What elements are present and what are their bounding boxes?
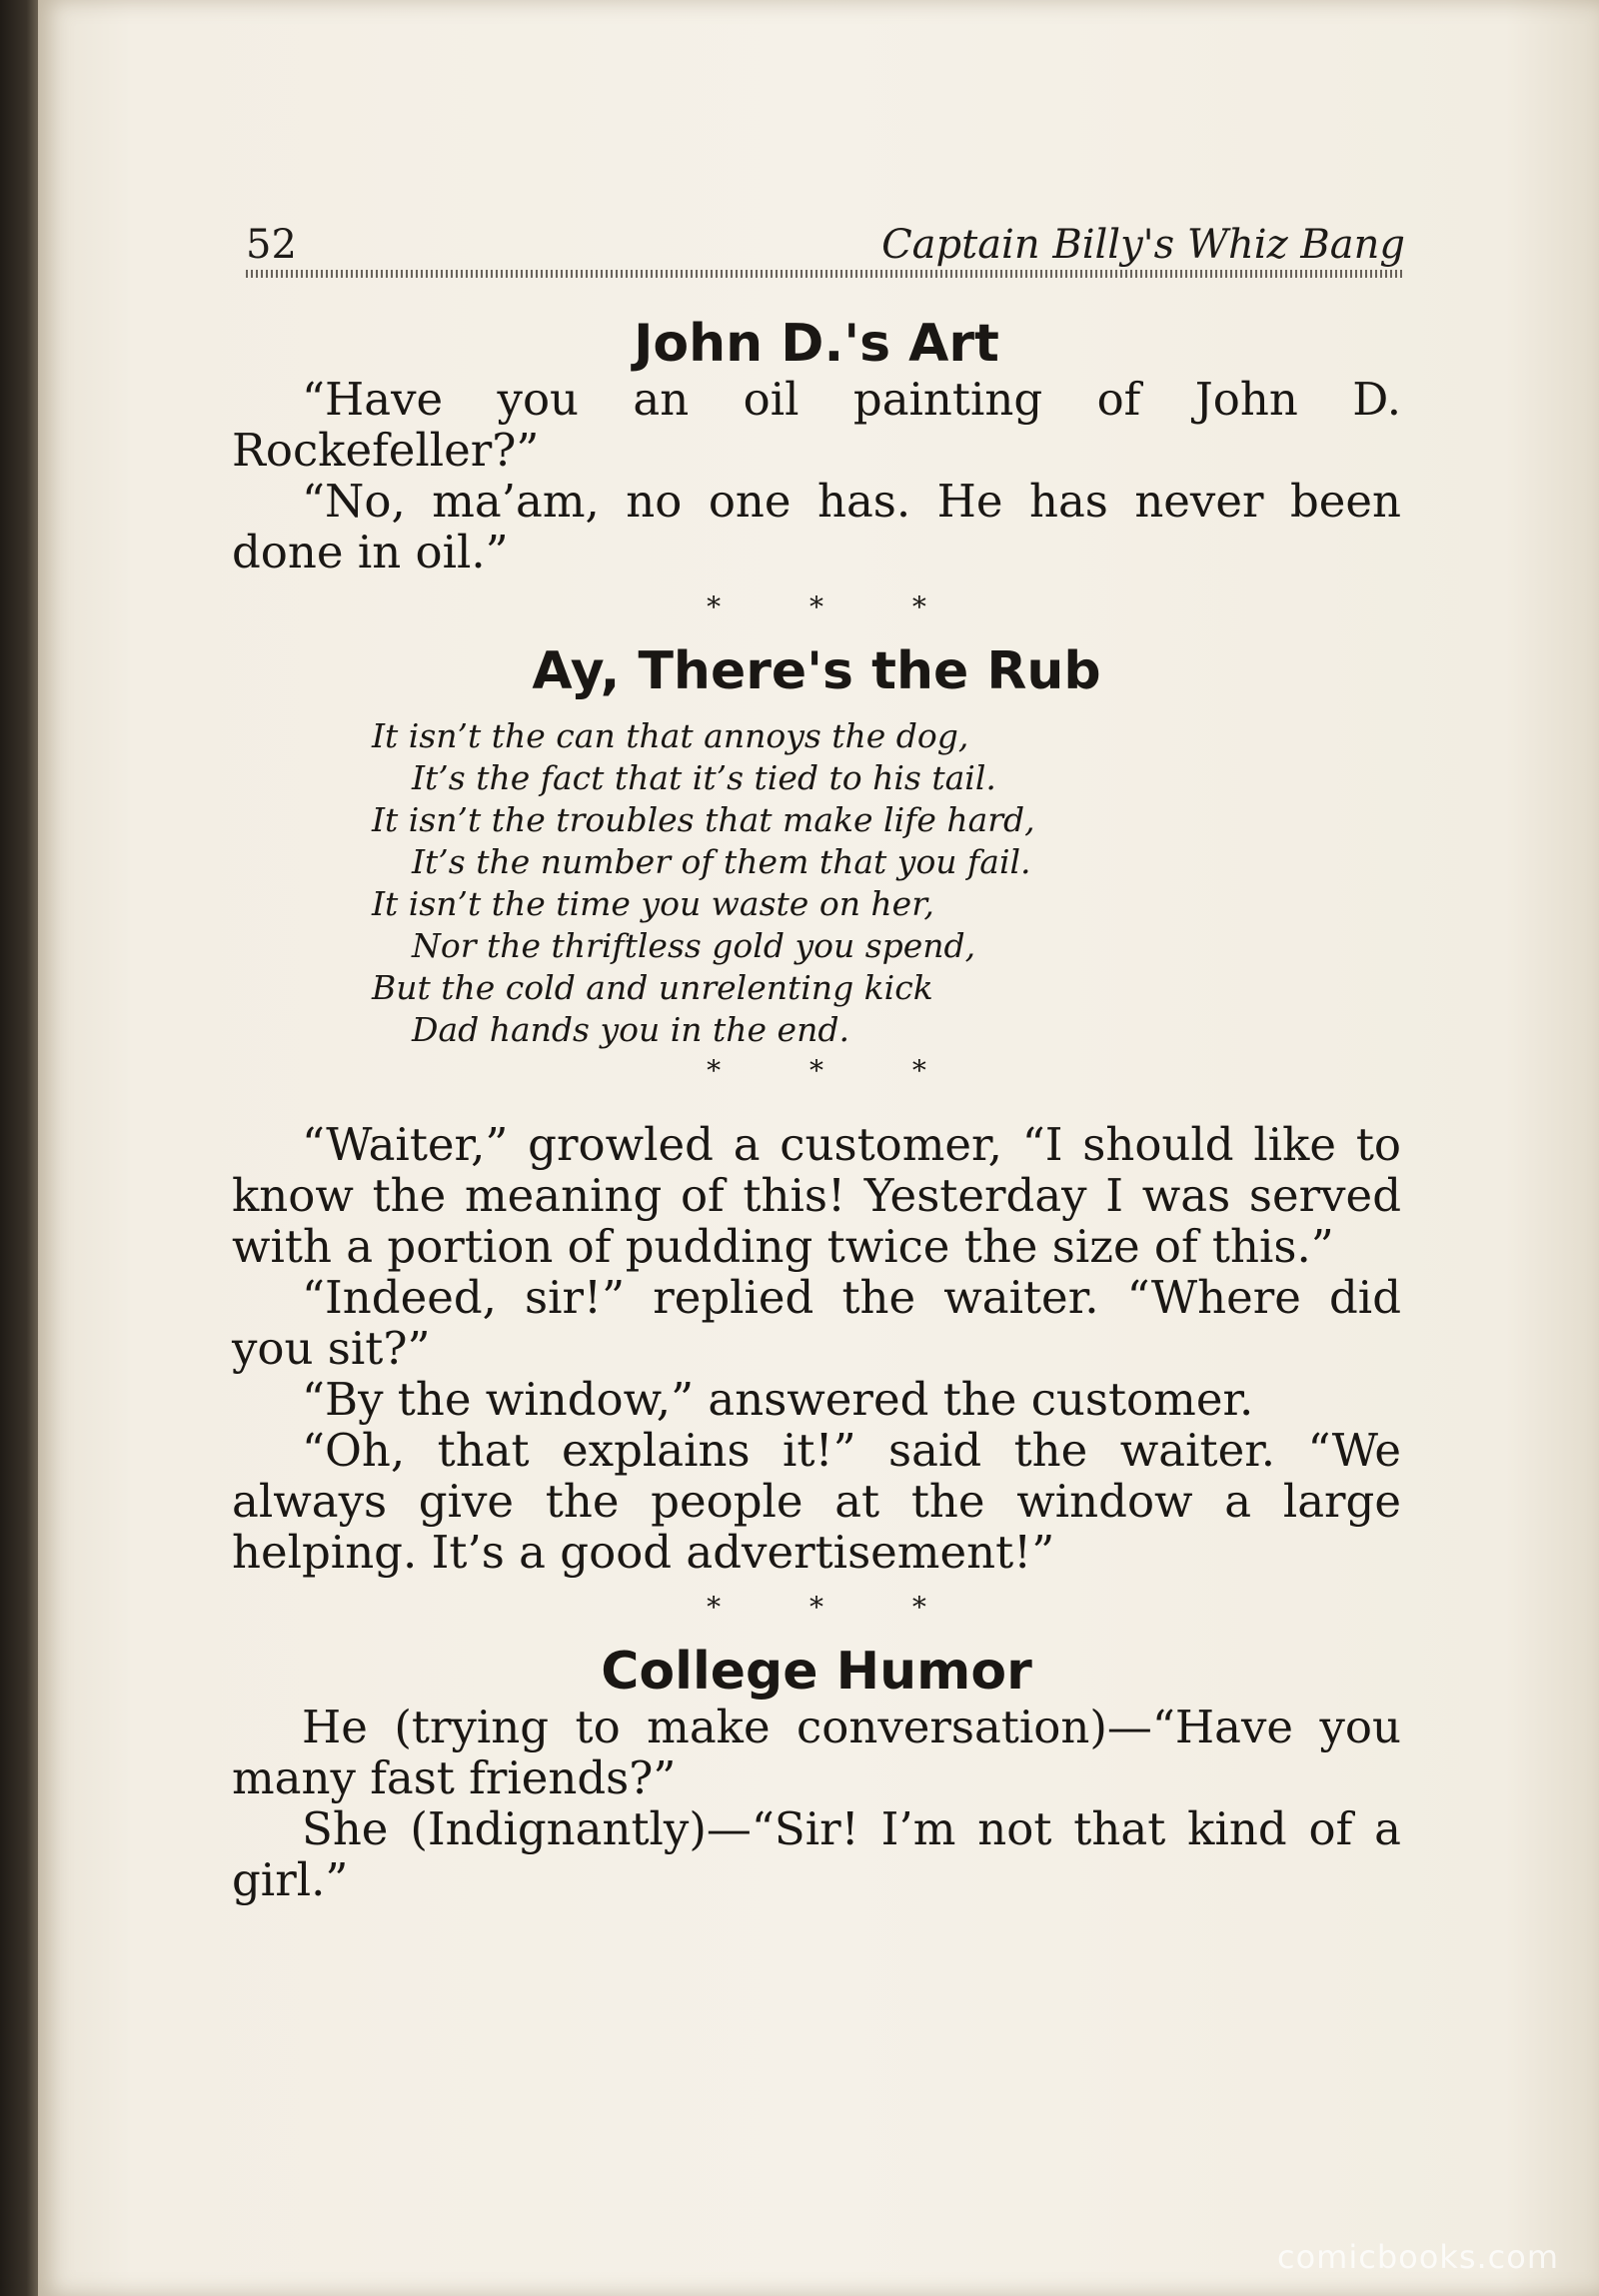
paragraph: “Waiter,” growled a customer, “I should like to know the meaning of this! Yesterday I was served with a portion of pudding twice the size of this.” — [232, 1118, 1401, 1273]
poem-line: It’s the fact that it’s tied to his tail. — [412, 758, 996, 797]
poem-line: Dad hands you in the end. — [412, 1010, 849, 1049]
section-title-john-ds-art: John D.'s Art — [634, 314, 999, 374]
paragraph: “Have you an oil painting of John D. Rockefeller?” — [232, 373, 1401, 477]
poem-line: It isn’t the time you waste on her, — [372, 884, 934, 923]
page-number: 52 — [246, 222, 297, 268]
poem-line: But the cold and unrelenting kick — [372, 968, 933, 1007]
paragraph: She (Indignantly)—“Sir! I’m not that kind of a girl.” — [232, 1802, 1401, 1906]
book-spine-shadow — [0, 0, 38, 2296]
poem-line: It isn’t the can that annoys the dog, — [372, 716, 969, 755]
section-separator: * * * — [707, 590, 966, 623]
paragraph: “Oh, that explains it!” said the waiter. “We always give the people at the window a large helping. It’s a good advertisement!” — [232, 1424, 1401, 1579]
poem-line: It isn’t the troubles that make life hard, — [372, 800, 1035, 839]
page-header — [246, 222, 1405, 272]
paragraph: “No, ma’am, no one has. He has never been done in oil.” — [232, 475, 1401, 578]
section-title-college-humor: College Humor — [601, 1642, 1032, 1702]
section-separator: * * * — [707, 1054, 966, 1087]
poem — [372, 715, 1401, 1051]
section-title-rub: Ay, There's the Rub — [532, 641, 1101, 701]
watermark: comicbooks.com — [1276, 2238, 1559, 2276]
page-content — [232, 314, 1401, 1905]
poem-line: It’s the number of them that you fail. — [412, 842, 1031, 881]
section-separator: * * * — [707, 1591, 966, 1624]
running-title: Captain Billy's Whiz Bang — [881, 222, 1405, 268]
paragraph: “Indeed, sir!” replied the waiter. “Where did you sit?” — [232, 1271, 1401, 1375]
paragraph: “By the window,” answered the customer. — [302, 1373, 1254, 1426]
paragraph: He (trying to make conversation)—“Have you many fast friends?” — [232, 1701, 1401, 1804]
header-rule — [246, 270, 1405, 278]
poem-line: Nor the thriftless gold you spend, — [412, 926, 976, 965]
